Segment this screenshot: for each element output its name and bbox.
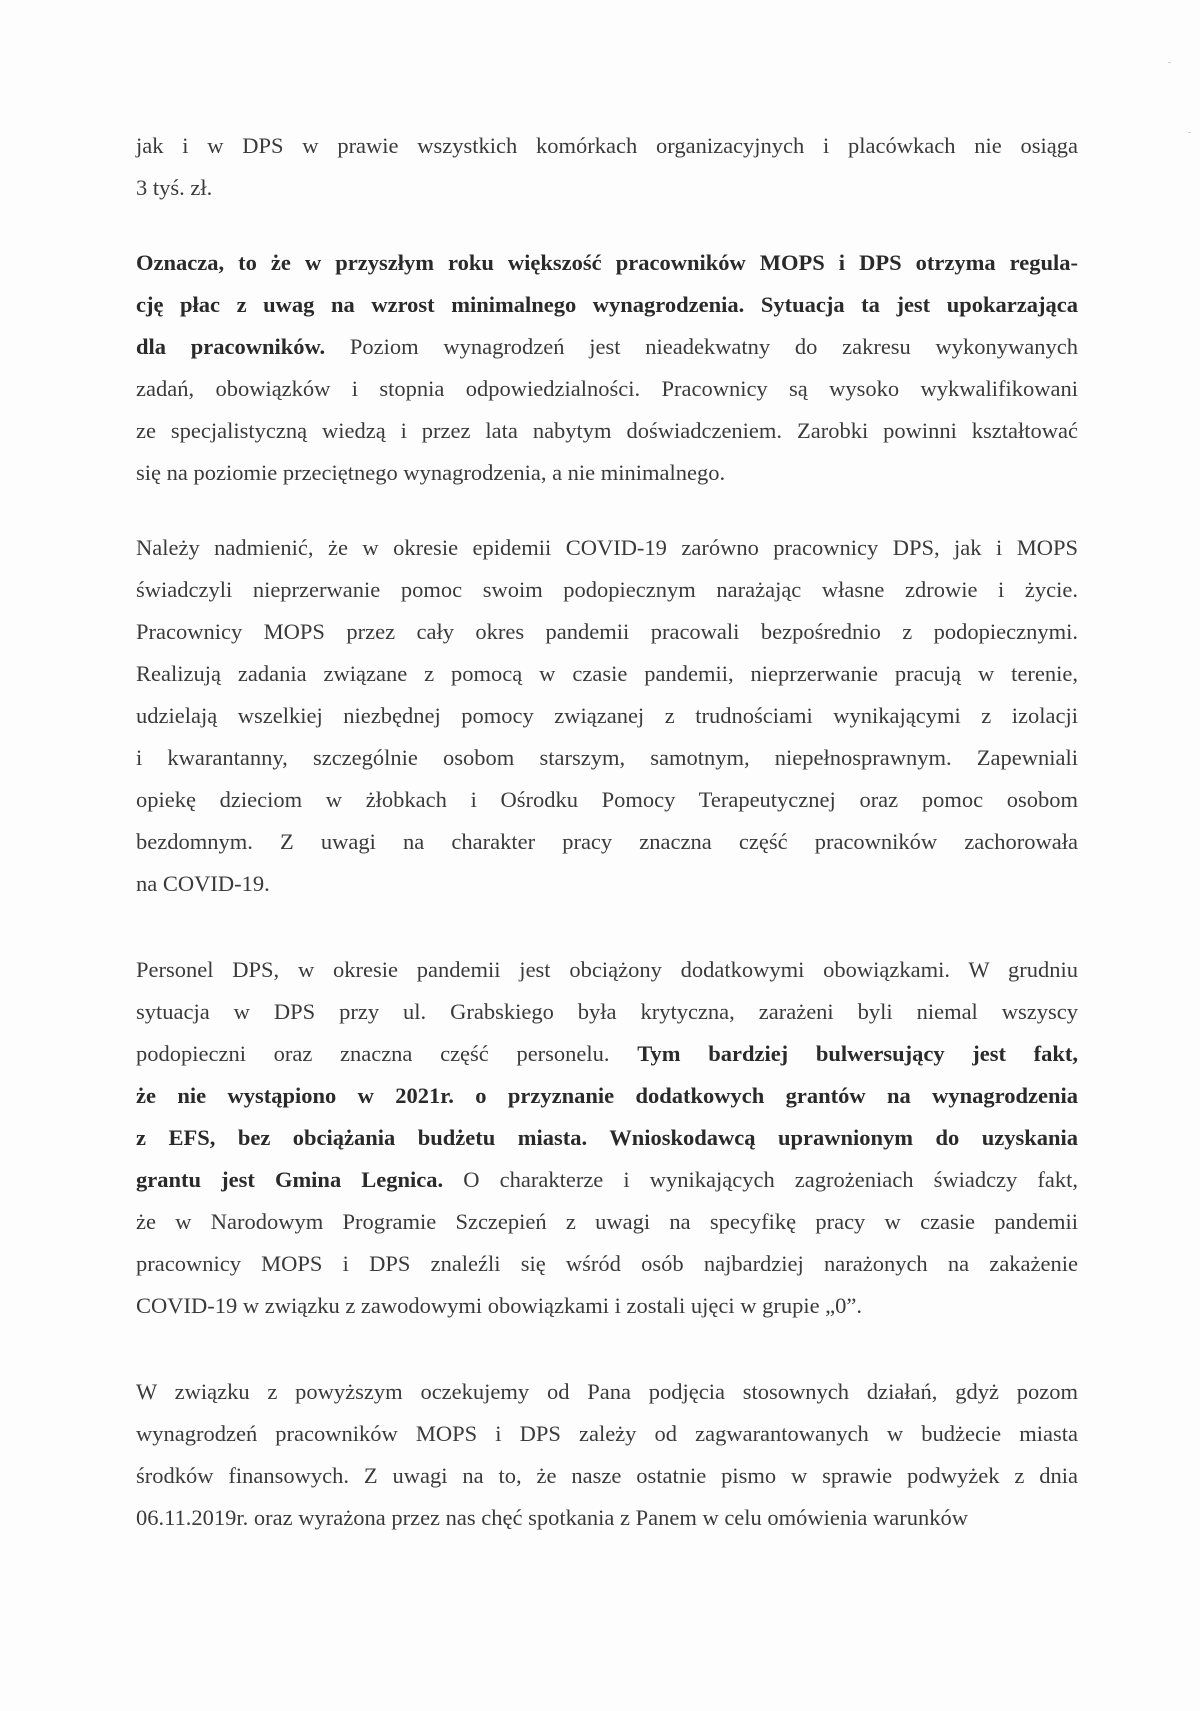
text-segment: się na poziomie przeciętnego wynagrodzenia, a nie minimalnego.	[136, 460, 726, 485]
text-line	[136, 821, 1078, 863]
paragraph-2	[136, 242, 1078, 494]
text-segment: Personel DPS, w okresie pandemii jest obciążony dodatkowymi obowiązkami. W grudniu	[136, 957, 1078, 982]
scan-speck	[1168, 62, 1171, 63]
text-line	[136, 368, 1078, 410]
text-line	[136, 1371, 1078, 1413]
text-segment: W związku z powyższym oczekujemy od Pana podjęcia stosownych działań, gdyż pozom	[136, 1379, 1078, 1404]
text-segment: Pracownicy MOPS przez cały okres pandemii pracowali bezpośrednio z podopiecznymi.	[136, 619, 1078, 644]
text-segment: podopieczni oraz znaczna część personelu.	[136, 1041, 638, 1066]
text-segment: Poziom wynagrodzeń jest nieadekwatny do zakresu wykonywanych	[325, 334, 1078, 359]
text-line	[136, 242, 1078, 284]
text-segment: COVID-19 w związku z zawodowymi obowiązkami i zostali ujęci w grupie „0”.	[136, 1293, 863, 1318]
text-segment: 06.11.2019r. oraz wyrażona przez nas chęć spotkania z Panem w celu omówienia warunków	[136, 1505, 968, 1530]
paragraph-3	[136, 527, 1078, 905]
bold-text-segment: Oznacza, to że w przyszłym roku większość pracowników MOPS i DPS otrzyma regula-	[136, 250, 1078, 275]
text-line	[136, 1285, 1078, 1327]
text-line	[136, 1201, 1078, 1243]
text-segment: bezdomnym. Z uwagi na charakter pracy znaczna część pracowników zachorowała	[136, 829, 1078, 854]
bold-text-segment: że nie wystąpiono w 2021r. o przyznanie dodatkowych grantów na wynagrodzenia	[136, 1083, 1078, 1108]
text-line	[136, 527, 1078, 569]
bold-text-segment: cję płac z uwag na wzrost minimalnego wynagrodzenia. Sytuacja ta jest upokarzająca	[136, 292, 1078, 317]
text-line	[136, 991, 1078, 1033]
text-line	[136, 452, 1078, 494]
text-line	[136, 1159, 1078, 1201]
text-line	[136, 569, 1078, 611]
text-segment: wynagrodzeń pracowników MOPS i DPS zależy od zagwarantowanych w budżecie miasta	[136, 1421, 1078, 1446]
text-line	[136, 167, 1078, 209]
text-segment: Należy nadmienić, że w okresie epidemii COVID-19 zarówno pracownicy DPS, jak i MOPS	[136, 535, 1078, 560]
text-line	[136, 695, 1078, 737]
text-segment: na COVID-19.	[136, 871, 270, 896]
text-line	[136, 1455, 1078, 1497]
text-line	[136, 1033, 1078, 1075]
text-line	[136, 410, 1078, 452]
text-line	[136, 653, 1078, 695]
text-segment: O charakterze i wynikających zagrożeniach świadczy fakt,	[443, 1167, 1078, 1192]
text-line	[136, 1243, 1078, 1285]
text-line	[136, 611, 1078, 653]
paragraph-4	[136, 949, 1078, 1327]
bold-text-segment: grantu jest Gmina Legnica.	[136, 1167, 444, 1192]
bold-text-segment: Tym bardziej bulwersujący jest fakt,	[637, 1041, 1078, 1066]
text-segment: ze specjalistyczną wiedzą i przez lata nabytym doświadczeniem. Zarobki powinni kształtować	[136, 418, 1078, 443]
scan-speck	[1188, 132, 1191, 133]
text-line	[136, 737, 1078, 779]
text-segment: zadań, obowiązków i stopnia odpowiedzialności. Pracownicy są wysoko wykwalifikowani	[136, 376, 1078, 401]
bold-text-segment: dla pracowników.	[136, 334, 326, 359]
text-segment: świadczyli nieprzerwanie pomoc swoim podopiecznym narażając własne zdrowie i życie.	[136, 577, 1078, 602]
text-segment: Realizują zadania związane z pomocą w czasie pandemii, nieprzerwanie pracują w terenie,	[136, 661, 1078, 686]
text-line	[136, 1497, 1078, 1539]
text-segment: udzielają wszelkiej niezbędnej pomocy związanej z trudnościami wynikającymi z izolacji	[136, 703, 1078, 728]
text-line	[136, 125, 1078, 167]
paragraph-5	[136, 1371, 1078, 1539]
paragraph-1	[136, 125, 1078, 209]
text-line	[136, 1117, 1078, 1159]
text-line	[136, 284, 1078, 326]
text-line	[136, 1075, 1078, 1117]
text-segment: opiekę dzieciom w żłobkach i Ośrodku Pomocy Terapeutycznej oraz pomoc osobom	[136, 787, 1078, 812]
text-segment: pracownicy MOPS i DPS znaleźli się wśród osób najbardziej narażonych na zakażenie	[136, 1251, 1078, 1276]
text-line	[136, 863, 1078, 905]
text-segment: środków finansowych. Z uwagi na to, że nasze ostatnie pismo w sprawie podwyżek z dnia	[136, 1463, 1078, 1488]
text-line	[136, 1413, 1078, 1455]
text-segment: 3 tyś. zł.	[136, 175, 213, 200]
text-line	[136, 326, 1078, 368]
text-segment: sytuacja w DPS przy ul. Grabskiego była krytyczna, zarażeni byli niemal wszyscy	[136, 999, 1078, 1024]
text-segment: że w Narodowym Programie Szczepień z uwagi na specyfikę pracy w czasie pandemii	[136, 1209, 1078, 1234]
text-segment: jak i w DPS w prawie wszystkich komórkach organizacyjnych i placówkach nie osiąga	[136, 133, 1078, 158]
text-line	[136, 779, 1078, 821]
text-segment: i kwarantanny, szczególnie osobom starszym, samotnym, niepełnosprawnym. Zapewniali	[136, 745, 1078, 770]
text-line	[136, 949, 1078, 991]
bold-text-segment: z EFS, bez obciążania budżetu miasta. Wnioskodawcą uprawnionym do uzyskania	[136, 1125, 1078, 1150]
